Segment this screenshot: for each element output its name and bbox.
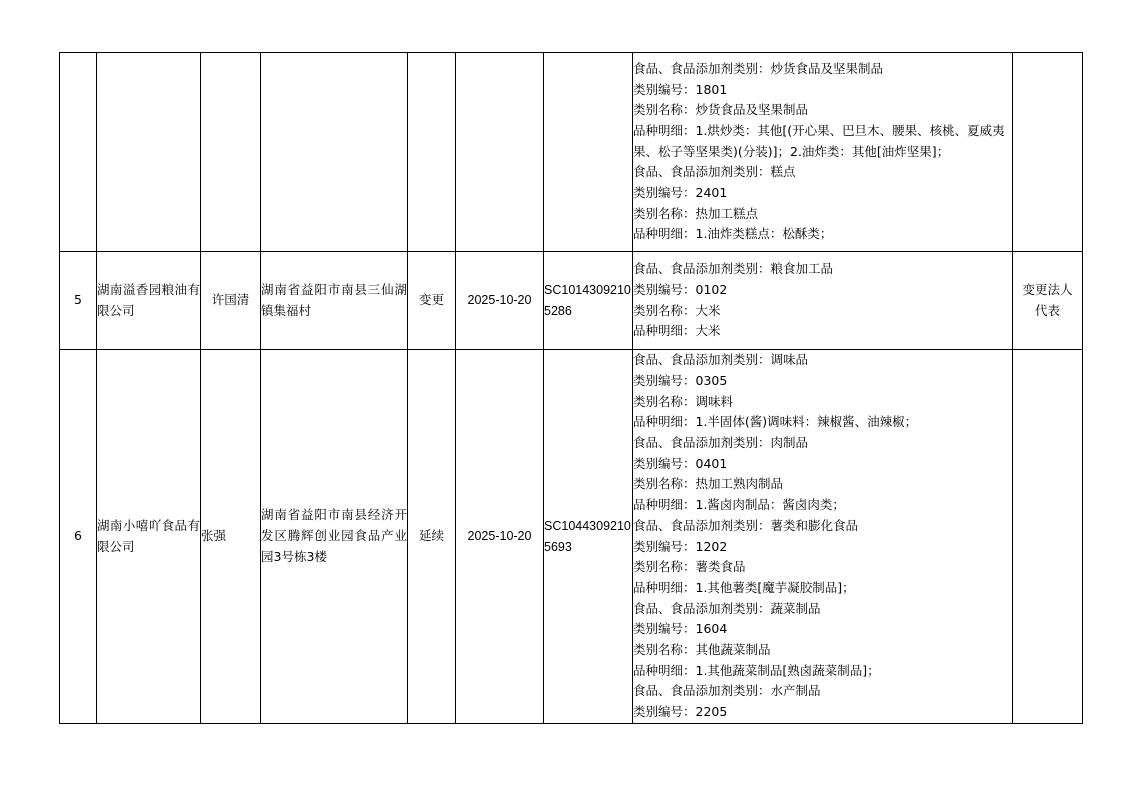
detail-line: 类别编号：1801 (633, 81, 728, 97)
detail-line: 品种明细：1.其他蔬菜制品[熟卤蔬菜制品]； (633, 662, 880, 678)
issue-date: 2025-10-20 (456, 350, 544, 724)
product-details (633, 53, 1013, 252)
license-number (544, 53, 633, 252)
application-type: 延续 (408, 350, 456, 724)
company-name: 湖南小嘻吖食品有限公司 (97, 350, 201, 724)
detail-line: 品种明细：1.烘炒类：其他[(开心果、巴旦木、腰果、核桃、夏威夷果、松子等坚果类)(分装)]；2.油炸类：其他[油炸坚果]； (633, 122, 1005, 159)
detail-line: 类别编号：0305 (633, 372, 728, 388)
detail-line: 食品、食品添加剂类别：薯类和膨化食品 (633, 517, 859, 533)
legal-representative: 许国清 (201, 252, 261, 350)
legal-representative (201, 53, 261, 252)
detail-line: 品种明细：1.酱卤肉制品：酱卤肉类； (633, 497, 845, 513)
address: 湖南省益阳市南县三仙湖镇集福村 (261, 252, 408, 350)
detail-line: 类别名称：热加工糕点 (633, 205, 759, 221)
issue-date: 2025-10-20 (456, 252, 544, 350)
detail-line: 品种明细：1.其他薯类[魔芋凝胶制品]； (633, 579, 855, 595)
detail-line: 类别编号：2401 (633, 185, 728, 201)
detail-line: 类别编号：0102 (633, 281, 728, 297)
product-details (633, 252, 1013, 350)
detail-line: 类别编号：0401 (633, 455, 728, 471)
license-number: SC10143092105286 (544, 252, 633, 350)
legal-representative: 张强 (201, 350, 261, 724)
row-number (60, 53, 97, 252)
detail-line: 类别名称：薯类食品 (633, 559, 746, 575)
detail-line: 类别名称：热加工熟肉制品 (633, 476, 784, 492)
company-name: 湖南溢香园粮油有限公司 (97, 252, 201, 350)
remark: 变更法人代表 (1013, 252, 1083, 350)
issue-date (456, 53, 544, 252)
company-name (97, 53, 201, 252)
detail-line: 食品、食品添加剂类别：水产制品 (633, 683, 821, 699)
detail-line: 类别编号：1604 (633, 621, 728, 637)
detail-line: 食品、食品添加剂类别：肉制品 (633, 434, 809, 450)
table-row (60, 350, 1083, 724)
detail-line: 食品、食品添加剂类别：炒货食品及坚果制品 (633, 60, 884, 76)
detail-line: 食品、食品添加剂类别：糕点 (633, 164, 796, 180)
table-row (60, 53, 1083, 252)
detail-line: 类别编号：2205 (633, 704, 728, 720)
row-number: 6 (60, 350, 97, 724)
license-number: SC10443092105693 (544, 350, 633, 724)
detail-line: 类别名称：其他蔬菜制品 (633, 642, 771, 658)
detail-line: 食品、食品添加剂类别：调味品 (633, 352, 809, 368)
detail-line: 品种明细：1.半固体(酱)调味料：辣椒酱、油辣椒； (633, 414, 918, 430)
detail-line: 类别编号：1202 (633, 538, 728, 554)
detail-line: 类别名称：调味料 (633, 393, 734, 409)
application-type (408, 53, 456, 252)
table-row (60, 252, 1083, 350)
detail-line: 品种明细：1.油炸类糕点：松酥类； (633, 226, 833, 242)
detail-line: 食品、食品添加剂类别：蔬菜制品 (633, 600, 821, 616)
detail-line: 食品、食品添加剂类别：粮食加工品 (633, 261, 834, 277)
row-number: 5 (60, 252, 97, 350)
license-table (59, 52, 1083, 724)
address: 湖南省益阳市南县经济开发区腾辉创业园食品产业园3号栋3楼 (261, 350, 408, 724)
detail-line: 类别名称：大米 (633, 302, 721, 318)
address (261, 53, 408, 252)
remark (1013, 350, 1083, 724)
application-type: 变更 (408, 252, 456, 350)
detail-line: 品种明细：大米 (633, 323, 721, 339)
product-details (633, 350, 1013, 724)
remark (1013, 53, 1083, 252)
detail-line: 类别名称：炒货食品及坚果制品 (633, 102, 809, 118)
